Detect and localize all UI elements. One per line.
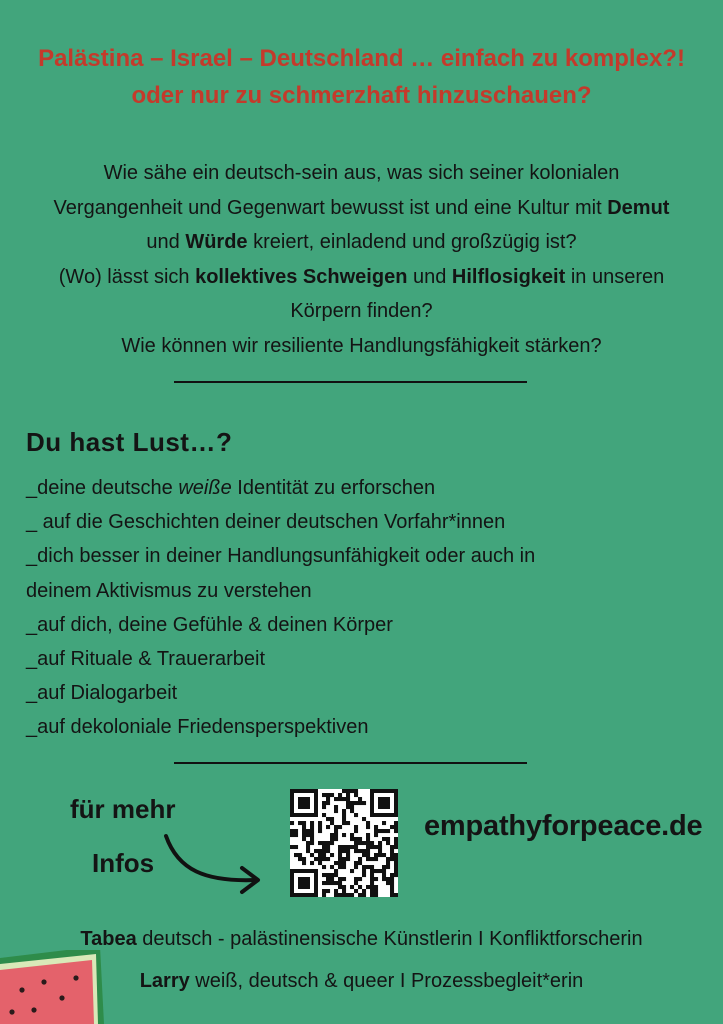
more-info-line-2: Infos — [92, 848, 155, 878]
headline — [0, 40, 723, 114]
intro-text-span: und — [146, 231, 186, 253]
intro-line — [10, 191, 713, 226]
interest-list — [26, 471, 686, 745]
intro-text — [10, 156, 713, 363]
intro-text-span: in unseren — [565, 265, 665, 288]
arrow-icon — [160, 830, 270, 900]
list-item — [26, 471, 686, 505]
intro-emphasis: Hilflosigkeit — [451, 265, 566, 288]
watermelon-icon — [0, 950, 110, 1024]
intro-text-span: kreiert, einladend und großzügig ist? — [247, 231, 577, 253]
credit-description: deutsch - palästinensische Künstlerin I Konfliktforscherin — [136, 928, 643, 950]
intro-emphasis: Demut — [607, 196, 670, 219]
intro-text-span: und — [407, 265, 452, 288]
credit-name: Larry — [139, 970, 190, 992]
website-link[interactable]: empathyforpeace.de — [424, 810, 703, 842]
list-item: _auf Rituale & Trauerarbeit — [26, 648, 266, 671]
more-info-line-1: für mehr — [70, 794, 176, 824]
list-item: _ auf die Geschichten deiner deutschen Vorfahr*innen — [26, 511, 506, 534]
headline-line-2: oder nur zu schmerzhaft hinzuschauen? — [131, 82, 592, 109]
headline-line-1: Palästina – Israel – Deutschland … einfach zu komplex?! — [38, 45, 685, 72]
list-item: _auf Dialogarbeit — [26, 682, 178, 705]
intro-line: Körpern finden? — [290, 300, 433, 322]
list-item-emphasis: weiße — [178, 477, 232, 499]
intro-emphasis: Würde — [185, 231, 248, 253]
intro-text-span: Vergangenheit und Gegenwart bewusst ist und eine Kultur mit — [53, 196, 608, 219]
intro-line: Wie können wir resiliente Handlungsfähigkeit stärken? — [121, 334, 602, 357]
credit-tabea — [0, 928, 723, 951]
divider-bottom — [174, 762, 527, 764]
intro-line: Wie sähe ein deutsch-sein aus, was sich seiner kolonialen — [103, 162, 620, 184]
intro-line — [10, 260, 713, 295]
credit-description: weiß, deutsch & queer I Prozessbegleit*erin — [189, 970, 584, 992]
list-item: deinem Aktivismus zu verstehen — [26, 579, 312, 602]
intro-line — [10, 225, 713, 260]
divider-top — [174, 381, 527, 383]
list-item: _dich besser in deiner Handlungsunfähigkeit oder auch in — [26, 545, 536, 568]
intro-emphasis: kollektives Schweigen — [195, 265, 408, 288]
section-heading: Du hast Lust…? — [26, 427, 233, 457]
list-item: _auf dich, deine Gefühle & deinen Körper — [26, 613, 393, 636]
list-item-text: _deine deutsche — [26, 477, 179, 499]
list-item-text: Identität zu erforschen — [231, 477, 436, 499]
intro-text-span: (Wo) lässt sich — [58, 265, 196, 288]
list-item: _auf dekoloniale Friedensperspektiven — [26, 716, 369, 739]
qr-code[interactable] — [290, 789, 398, 897]
credit-name: Tabea — [80, 928, 137, 950]
